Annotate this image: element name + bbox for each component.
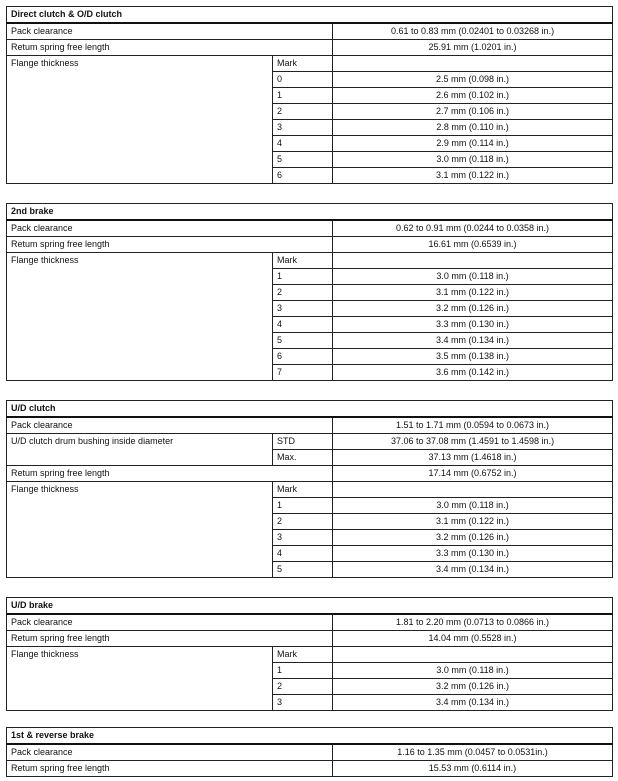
spec-table-ud-clutch [6,400,613,578]
mark-value: 3.0 mm (0.118 in.) [333,663,613,679]
mark-cell: 3 [273,530,333,546]
mark-cell: 6 [273,349,333,365]
return-spring-value: 17.14 mm (0.6752 in.) [333,466,613,482]
section-title: 2nd brake [7,204,613,221]
spec-table-ud-brake [6,597,613,711]
mark-header: Mark [273,56,333,72]
return-spring-label: Retum spring free length [7,466,333,482]
spec-table-direct-clutch [6,6,613,184]
mark-value: 3.1 mm (0.122 in.) [333,285,613,301]
mark-value: 2.6 mm (0.102 in.) [333,88,613,104]
section-title: U/D brake [7,598,613,615]
mark-value: 3.3 mm (0.130 in.) [333,546,613,562]
return-spring-label: Retum spring free length [7,40,333,56]
mark-cell: 2 [273,514,333,530]
mark-header-value [333,56,613,72]
pack-clearance-value: 1.51 to 1.71 mm (0.0594 to 0.0673 in.) [333,417,613,434]
mark-value: 3.4 mm (0.134 in.) [333,333,613,349]
return-spring-label: Retum spring free length [7,761,333,777]
mark-cell: 1 [273,88,333,104]
mark-value: 3.2 mm (0.126 in.) [333,301,613,317]
pack-clearance-label: Pack clearance [7,220,333,237]
mark-value: 3.4 mm (0.134 in.) [333,562,613,578]
mark-cell: 5 [273,333,333,349]
mark-value: 2.7 mm (0.106 in.) [333,104,613,120]
flange-thickness-label: Flange thickness [7,56,273,184]
pack-clearance-label: Pack clearance [7,417,333,434]
section-title: U/D clutch [7,401,613,418]
return-spring-label: Retum spring free length [7,631,333,647]
bushing-max-label: Max. [273,450,333,466]
bushing-max-value: 37.13 mm (1.4618 in.) [333,450,613,466]
mark-cell: 3 [273,301,333,317]
mark-cell: 3 [273,695,333,711]
mark-value: 3.2 mm (0.126 in.) [333,679,613,695]
mark-value: 2.9 mm (0.114 in.) [333,136,613,152]
mark-value: 3.2 mm (0.126 in.) [333,530,613,546]
mark-header: Mark [273,647,333,663]
return-spring-value: 25.91 mm (1.0201 in.) [333,40,613,56]
mark-cell: 1 [273,269,333,285]
mark-cell: 5 [273,152,333,168]
mark-header: Mark [273,253,333,269]
mark-cell: 4 [273,136,333,152]
section-title: Direct clutch & O/D clutch [7,7,613,24]
mark-value: 2.5 mm (0.098 in.) [333,72,613,88]
pack-clearance-value: 1.16 to 1.35 mm (0.0457 to 0.0531in.) [333,744,613,761]
mark-cell: 0 [273,72,333,88]
mark-value: 3.0 mm (0.118 in.) [333,498,613,514]
flange-thickness-label: Flange thickness [7,647,273,711]
pack-clearance-value: 1.81 to 2.20 mm (0.0713 to 0.0866 in.) [333,614,613,631]
mark-cell: 7 [273,365,333,381]
mark-value: 2.8 mm (0.110 in.) [333,120,613,136]
pack-clearance-value: 0.62 to 0.91 mm (0.0244 to 0.0358 in.) [333,220,613,237]
mark-cell: 1 [273,498,333,514]
return-spring-label: Retum spring free length [7,237,333,253]
mark-header-value [333,482,613,498]
bushing-diameter-label: U/D clutch drum bushing inside diameter [7,434,273,466]
mark-header-value [333,253,613,269]
bushing-std-value: 37.06 to 37.08 mm (1.4591 to 1.4598 in.) [333,434,613,450]
bushing-std-label: STD [273,434,333,450]
return-spring-value: 16.61 mm (0.6539 in.) [333,237,613,253]
mark-value: 3.1 mm (0.122 in.) [333,168,613,184]
mark-cell: 3 [273,120,333,136]
mark-cell: 2 [273,104,333,120]
pack-clearance-label: Pack clearance [7,23,333,40]
mark-cell: 2 [273,679,333,695]
mark-cell: 4 [273,546,333,562]
mark-value: 3.1 mm (0.122 in.) [333,514,613,530]
spec-table-1st-reverse-brake [6,727,613,777]
mark-cell: 2 [273,285,333,301]
mark-cell: 1 [273,663,333,679]
mark-value: 3.5 mm (0.138 in.) [333,349,613,365]
pack-clearance-label: Pack clearance [7,614,333,631]
mark-value: 3.4 mm (0.134 in.) [333,695,613,711]
return-spring-value: 14.04 mm (0.5528 in.) [333,631,613,647]
flange-thickness-label: Flange thickness [7,253,273,381]
mark-value: 3.6 mm (0.142 in.) [333,365,613,381]
mark-header: Mark [273,482,333,498]
mark-cell: 4 [273,317,333,333]
spec-table-2nd-brake [6,203,613,381]
mark-cell: 5 [273,562,333,578]
mark-value: 3.0 mm (0.118 in.) [333,152,613,168]
flange-thickness-label: Flange thickness [7,482,273,578]
section-title: 1st & reverse brake [7,728,613,745]
pack-clearance-value: 0.61 to 0.83 mm (0.02401 to 0.03268 in.) [333,23,613,40]
mark-value: 3.0 mm (0.118 in.) [333,269,613,285]
mark-value: 3.3 mm (0.130 in.) [333,317,613,333]
mark-cell: 6 [273,168,333,184]
return-spring-value: 15.53 mm (0.6114 in.) [333,761,613,777]
mark-header-value [333,647,613,663]
pack-clearance-label: Pack clearance [7,744,333,761]
